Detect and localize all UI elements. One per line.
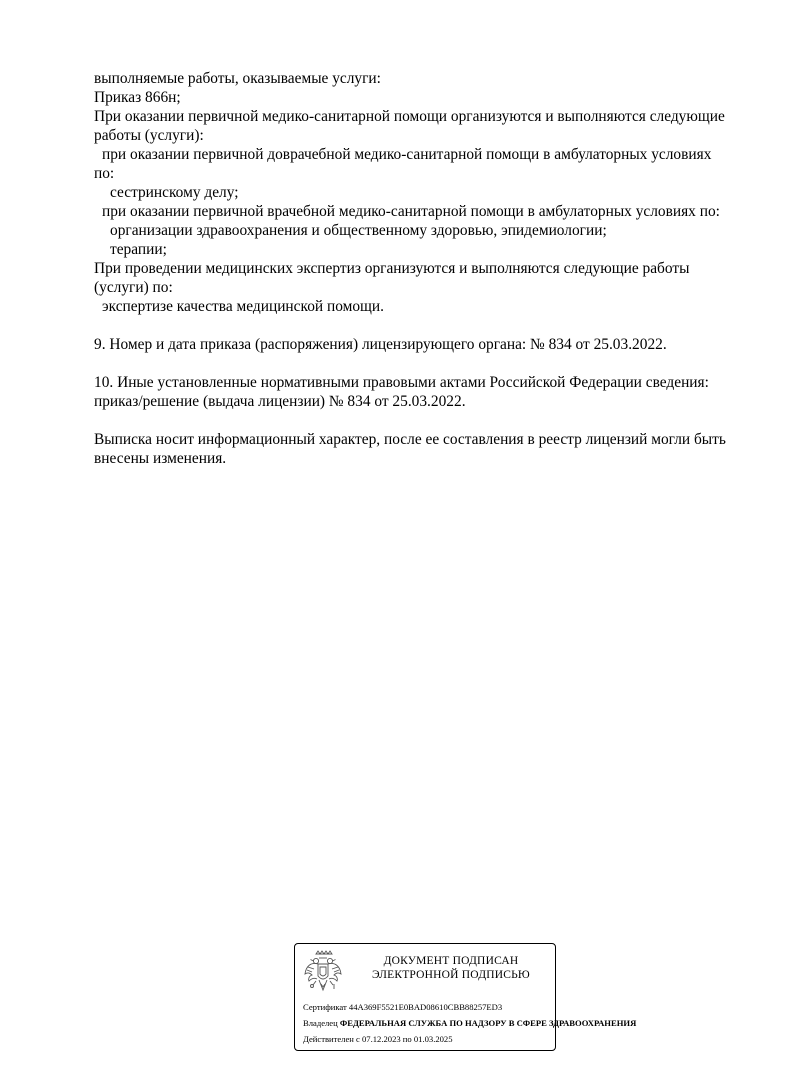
text-line: (услуги) по: <box>94 279 173 296</box>
section-10-line: приказ/решение (выдача лицензии) № 834 от 25.03.2022. <box>94 393 466 410</box>
owner-value: ФЕДЕРАЛЬНАЯ СЛУЖБА ПО НАДЗОРУ В СФЕРЕ ЗДРАВООХРАНЕНИЯ <box>339 1018 637 1028</box>
text-line: сестринскому делу; <box>110 184 239 201</box>
owner-row <box>303 1018 636 1029</box>
validity-row: Действителен с 07.12.2023 по 01.03.2025 <box>303 1034 453 1044</box>
text-line: организации здравоохранения и общественному здоровью, эпидемиологии; <box>110 222 607 239</box>
text-line: работы (услуги): <box>94 127 204 144</box>
document-body <box>94 69 764 468</box>
stamp-title-line: ДОКУМЕНТ ПОДПИСАН <box>383 955 519 967</box>
text-line: При оказании первичной медико-санитарной помощи организуются и выполняются следующие <box>94 108 725 125</box>
owner-label: Владелец <box>303 1018 338 1028</box>
paragraph-gap <box>94 316 764 335</box>
text-line: при оказании первичной доврачебной медико-санитарной помощи в амбулаторных условиях <box>102 146 712 163</box>
disclaimer-line: Выписка носит информационный характер, после ее составления в реестр лицензий могли быть <box>94 431 726 448</box>
certificate-value: 44A369F5521E0BAD08610CBB88257ED3 <box>348 1002 503 1012</box>
text-line: при оказании первичной врачебной медико-санитарной помощи в амбулаторных условиях по: <box>102 203 720 220</box>
coat-of-arms-icon <box>303 950 343 994</box>
certificate-row <box>303 1002 502 1013</box>
paragraph-gap <box>94 411 764 430</box>
text-line: При проведении медицинских экспертиз организуются и выполняются следующие работы <box>94 260 690 277</box>
disclaimer-line: внесены изменения. <box>94 450 227 467</box>
text-line: выполняемые работы, оказываемые услуги: <box>94 70 381 87</box>
electronic-signature-stamp <box>294 943 637 1051</box>
text-line: терапии; <box>110 241 167 258</box>
text-line: по: <box>94 165 115 182</box>
stamp-title-line: ЭЛЕКТРОННОЙ ПОДПИСЬЮ <box>372 969 530 981</box>
text-line: экспертизе качества медицинской помощи. <box>102 298 384 315</box>
section-9-line: 9. Номер и дата приказа (распоряжения) лицензирующего органа: № 834 от 25.03.2022. <box>94 336 667 353</box>
section-10-line: 10. Иные установленные нормативными правовыми актами Российской Федерации сведения: <box>94 374 709 391</box>
certificate-label: Сертификат <box>303 1002 347 1012</box>
paragraph-gap <box>94 354 764 373</box>
text-line: Приказ 866н; <box>94 89 181 106</box>
stamp-title <box>353 954 549 982</box>
